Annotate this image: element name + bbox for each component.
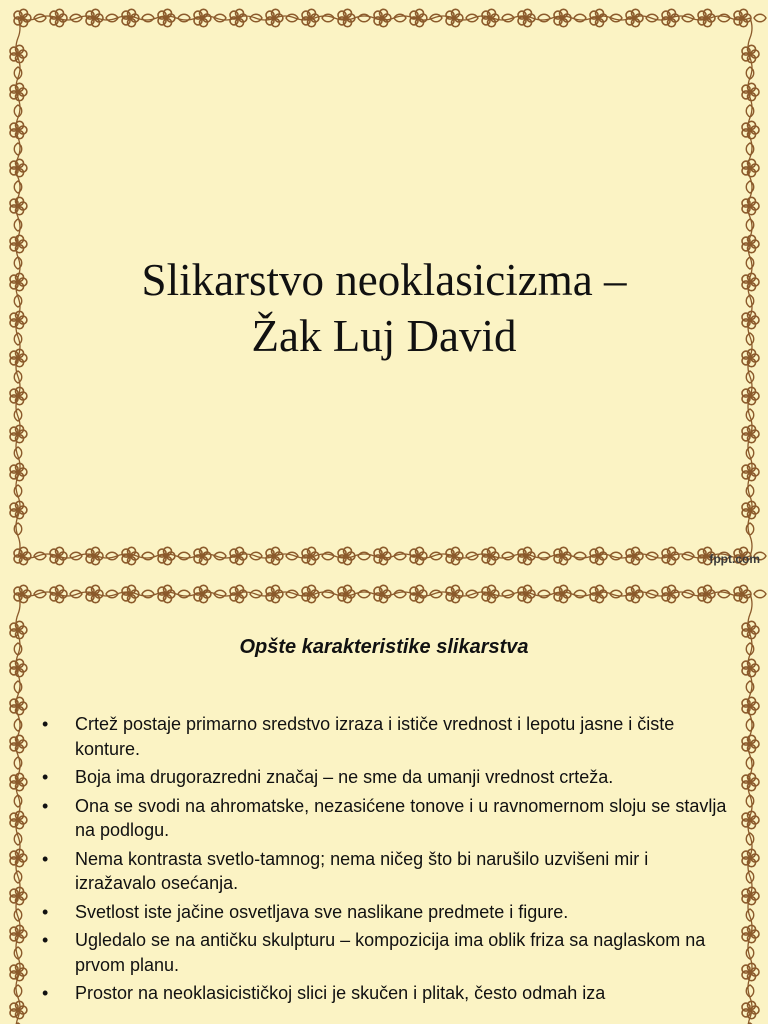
flower-ornament [482,547,499,564]
flower-ornament [374,9,391,26]
leaf-ornament [746,985,754,997]
flower-ornament [10,349,27,366]
bullet-item [42,928,732,977]
flower-ornament [10,697,27,714]
flower-ornament [446,585,463,602]
flower-ornament [626,585,643,602]
leaf-ornament [574,552,586,560]
flower-ornament [742,235,759,252]
flower-ornament [158,547,175,564]
flower-ornament [662,585,679,602]
leaf-ornament [746,333,754,345]
bullet-text: Prostor na neoklasicističkoj slici je skučen i plitak, često odmah iza [75,983,606,1003]
leaf-ornament [538,14,550,22]
leaf-ornament [394,14,406,22]
flower-ornament [742,159,759,176]
leaf-ornament [14,985,22,997]
leaf-ornament [322,14,334,22]
bullet-dot: • [42,795,49,816]
leaf-ornament [34,552,46,560]
flower-ornament [410,547,427,564]
flower-ornament [50,547,67,564]
leaf-ornament [746,219,754,231]
flower-ornament [662,9,679,26]
flower-ornament [14,547,31,564]
flower-ornament [194,9,211,26]
flower-ornament [742,387,759,404]
leaf-ornament [14,105,22,117]
leaf-ornament [14,333,22,345]
bullet-item [42,900,732,925]
flower-ornament [10,963,27,980]
flower-ornament [10,463,27,480]
flower-ornament [590,585,607,602]
flower-ornament [86,547,103,564]
bullet-list [42,712,732,1010]
flower-ornament [338,547,355,564]
flower-ornament [742,849,759,866]
bullet-dot: • [42,983,49,1003]
flower-ornament [374,547,391,564]
flower-ornament [10,425,27,442]
leaf-ornament [718,590,730,598]
bullet-text: Nema kontrasta svetlo-tamnog; nema ničeg što bi narušilo uzvišeni mir i izražavalo osećanja. [75,848,649,893]
bullet-dot: • [42,848,49,869]
flower-ornament [338,9,355,26]
flower-ornament [662,547,679,564]
flower-ornament [194,585,211,602]
flower-ornament [230,9,247,26]
bullet-text: Ona se svodi na ahromatske, nezasićene tonove i u ravnomernom sloju se stavlja na podlogu. [75,795,727,840]
title-line-1: Slikarstvo neoklasicizma – [141,255,627,305]
flower-ornament [742,121,759,138]
flower-ornament [742,659,759,676]
bullet-dot: • [42,767,49,787]
flower-ornament [482,9,499,26]
title-line-2: Žak Luj David [251,311,517,361]
flower-ornament [266,585,283,602]
flower-ornament [554,585,571,602]
flower-ornament [10,121,27,138]
leaf-ornament [538,552,550,560]
flower-ornament [742,349,759,366]
flower-ornament [50,9,67,26]
flower-ornament [86,9,103,26]
leaf-ornament [34,590,46,598]
flower-ornament [194,547,211,564]
flower-ornament [698,9,715,26]
leaf-ornament [746,681,754,693]
flower-ornament [590,547,607,564]
flower-ornament [14,9,31,26]
flower-ornament [10,887,27,904]
leaf-ornament [754,14,766,22]
bullet-text: Crtež postaje primarno sredstvo izraza i ističe vrednost i lepotu jasne i čiste konture. [75,714,675,759]
leaf-ornament [574,590,586,598]
flower-ornament [50,585,67,602]
flower-ornament [742,735,759,752]
leaf-ornament [718,14,730,22]
flower-ornament [10,159,27,176]
flower-ornament [626,9,643,26]
flower-ornament [410,9,427,26]
flower-ornament [410,585,427,602]
bullet-dot: • [42,930,49,950]
bullet-item [42,794,732,843]
flower-ornament [554,9,571,26]
bullet-item [42,981,732,1006]
flower-ornament [742,887,759,904]
flower-ornament [266,547,283,564]
leaf-ornament [746,523,754,535]
fppt-logo: fppt.com [709,552,760,566]
leaf-ornament [142,590,154,598]
flower-ornament [446,547,463,564]
flower-ornament [698,585,715,602]
leaf-ornament [178,552,190,560]
leaf-ornament [746,105,754,117]
bullet-text: Boja ima drugorazredni značaj – ne sme da umanji vrednost crteža. [75,767,614,787]
slide-subtitle: Opšte karakteristike slikarstva [239,636,529,658]
bullet-dot: • [42,714,49,734]
flower-ornament [86,585,103,602]
flower-ornament [626,547,643,564]
leaf-ornament [746,757,754,769]
flower-ornament [446,9,463,26]
leaf-ornament [322,590,334,598]
leaf-ornament [538,590,550,598]
leaf-ornament [574,14,586,22]
flower-ornament [10,197,27,214]
leaf-ornament [142,14,154,22]
leaf-ornament [394,590,406,598]
leaf-ornament [394,552,406,560]
flower-ornament [10,849,27,866]
flower-ornament [742,197,759,214]
flower-ornament [742,697,759,714]
leaf-ornament [746,143,754,155]
leaf-ornament [14,523,22,535]
flower-ornament [742,425,759,442]
leaf-ornament [178,590,190,598]
flower-ornament [158,585,175,602]
bullet-text: Svetlost iste jačine osvetljava sve naslikane predmete i figure. [75,901,569,922]
content-slide [0,576,768,1024]
leaf-ornament [754,590,766,598]
leaf-ornament [34,14,46,22]
leaf-ornament [142,552,154,560]
leaf-ornament [178,14,190,22]
flower-ornament [374,585,391,602]
bullet-text: Ugledalo se na antičku skulpturu – kompozicija ima oblik friza sa naglaskom na prvom planu. [75,930,706,975]
flower-ornament [10,735,27,752]
flower-ornament [230,547,247,564]
flower-ornament [590,9,607,26]
flower-ornament [482,585,499,602]
bullet-dot: • [42,901,49,922]
flower-ornament [554,547,571,564]
bullet-item [42,847,732,896]
slide-title [40,252,728,364]
flower-ornament [10,387,27,404]
leaf-ornament [322,552,334,560]
leaf-ornament [14,143,22,155]
flower-ornament [338,585,355,602]
flower-ornament [230,585,247,602]
flower-ornament [266,9,283,26]
bullet-item [42,712,732,761]
leaf-ornament [14,757,22,769]
flower-ornament [158,9,175,26]
leaf-ornament [14,219,22,231]
flower-ornament [10,925,27,942]
bullet-item [42,765,732,790]
flower-ornament [742,963,759,980]
flower-ornament [742,925,759,942]
leaf-ornament [14,681,22,693]
flower-ornament [742,463,759,480]
flower-ornament [14,585,31,602]
flower-ornament [10,235,27,252]
